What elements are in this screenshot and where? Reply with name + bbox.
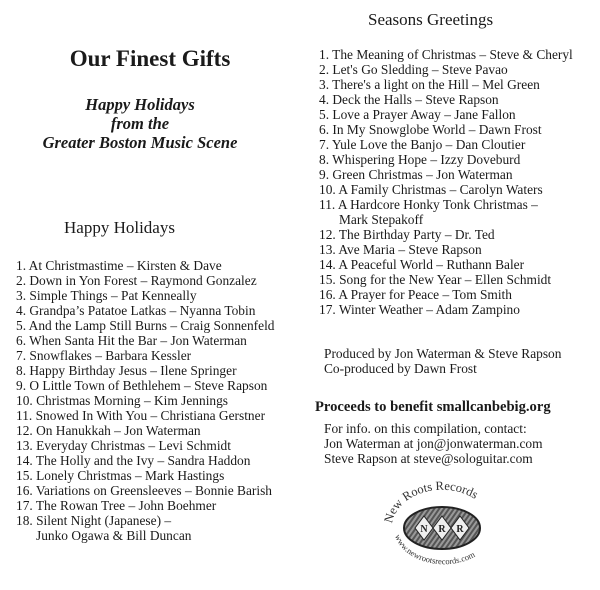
- track-title: 5. And the Lamp Still Burns – Craig Sonnenfeld: [16, 318, 275, 333]
- track-title: 6. When Santa Hit the Bar – Jon Waterman: [16, 333, 247, 348]
- track-title: 5. Love a Prayer Away – Jane Fallon: [319, 107, 516, 122]
- track-item: [319, 167, 573, 182]
- track-title: 1. The Meaning of Christmas – Steve & Cheryl: [319, 47, 573, 62]
- track-item: [319, 257, 573, 272]
- track-item: [16, 483, 275, 498]
- track-item: [319, 62, 573, 77]
- track-item: [16, 318, 275, 333]
- contact-jon: Jon Waterman at jon@jonwaterman.com: [324, 436, 543, 451]
- disc-heading-seasons-greetings: Seasons Greetings: [368, 10, 494, 29]
- subtitle-line: from the: [110, 114, 170, 133]
- track-item: [319, 227, 573, 242]
- track-title: 7. Snowflakes – Barbara Kessler: [16, 348, 192, 363]
- coproduced-by: Co-produced by Dawn Frost: [324, 361, 477, 376]
- track-item: [16, 363, 275, 378]
- track-title: 15. Lonely Christmas – Mark Hastings: [16, 468, 225, 483]
- disc-heading-happy-holidays: Happy Holidays: [64, 218, 175, 237]
- track-item: [319, 77, 573, 92]
- track-item: [319, 302, 573, 317]
- track-item: [16, 333, 275, 348]
- track-artist-continuation: Mark Stepakoff: [339, 212, 424, 227]
- track-title: 10. A Family Christmas – Carolyn Waters: [319, 182, 543, 197]
- track-title: 11. Snowed In With You – Christiana Gerstner: [16, 408, 266, 423]
- track-title: 1. At Christmastime – Kirsten & Dave: [16, 258, 222, 273]
- track-title: 2. Let's Go Sledding – Steve Pavao: [319, 62, 508, 77]
- track-item: [16, 303, 275, 318]
- track-item: [319, 107, 573, 122]
- track-title: 6. In My Snowglobe World – Dawn Frost: [319, 122, 542, 137]
- track-item: [16, 408, 275, 423]
- track-item: [319, 287, 573, 302]
- track-item: [319, 152, 573, 167]
- logo-url: www.newrootsrecords.com: [392, 532, 477, 567]
- subtitle-line: Happy Holidays: [85, 95, 195, 114]
- track-item: [319, 242, 573, 257]
- track-item: [16, 438, 275, 453]
- track-title: 17. The Rowan Tree – John Boehmer: [16, 498, 217, 513]
- track-item: [319, 92, 573, 107]
- track-title: 8. Whispering Hope – Izzy Doveburd: [319, 152, 521, 167]
- produced-by: Produced by Jon Waterman & Steve Rapson: [324, 346, 562, 361]
- track-item: [319, 137, 573, 152]
- track-item: [319, 197, 573, 227]
- track-item: [16, 378, 275, 393]
- track-item: [319, 182, 573, 197]
- track-title: 12. On Hanukkah – Jon Waterman: [16, 423, 201, 438]
- track-title: 11. A Hardcore Honky Tonk Christmas –: [319, 197, 538, 212]
- producer-credits: [324, 346, 561, 376]
- subtitle-line: Greater Boston Music Scene: [42, 133, 238, 152]
- track-title: 14. The Holly and the Ivy – Sandra Haddon: [16, 453, 251, 468]
- track-title: 12. The Birthday Party – Dr. Ted: [319, 227, 495, 242]
- proceeds-note: Proceeds to benefit smallcanbebig.org: [315, 399, 551, 415]
- track-title: 9. O Little Town of Bethlehem – Steve Rapson: [16, 378, 268, 393]
- track-list-happy-holidays: [16, 258, 275, 543]
- contact-steve: Steve Rapson at steve@sologuitar.com: [324, 451, 533, 466]
- track-title: 3. Simple Things – Pat Kenneally: [16, 288, 197, 303]
- track-title: 7. Yule Love the Banjo – Dan Cloutier: [319, 137, 526, 152]
- track-title: 16. Variations on Greensleeves – Bonnie Barish: [16, 483, 272, 498]
- track-item: [16, 393, 275, 408]
- contact-info: [324, 421, 543, 466]
- logo-letter: R: [438, 524, 446, 535]
- track-title: 4. Grandpa’s Patatoe Latkas – Nyanna Tobin: [16, 303, 256, 318]
- track-artist-continuation: Junko Ogawa & Bill Duncan: [36, 528, 192, 543]
- logo-name: New Roots Records: [381, 480, 481, 525]
- track-item: [319, 122, 573, 137]
- track-title: 14. A Peaceful World – Ruthann Baler: [319, 257, 525, 272]
- logo-letter: R: [456, 524, 464, 535]
- track-title: 4. Deck the Halls – Steve Rapson: [319, 92, 499, 107]
- track-title: 17. Winter Weather – Adam Zampino: [319, 302, 520, 317]
- track-title: 3. There's a light on the Hill – Mel Green: [319, 77, 540, 92]
- track-item: [16, 468, 275, 483]
- track-list-seasons-greetings: [319, 47, 573, 317]
- track-item: [319, 47, 573, 62]
- track-item: [16, 453, 275, 468]
- track-item: [16, 288, 275, 303]
- track-title: 2. Down in Yon Forest – Raymond Gonzalez: [16, 273, 257, 288]
- track-title: 8. Happy Birthday Jesus – Ilene Springer: [16, 363, 237, 378]
- track-item: [16, 273, 275, 288]
- track-title: 16. A Prayer for Peace – Tom Smith: [319, 287, 512, 302]
- track-item: [16, 348, 275, 363]
- track-title: 9. Green Christmas – Jon Waterman: [319, 167, 513, 182]
- track-title: 13. Everyday Christmas – Levi Schmidt: [16, 438, 231, 453]
- album-title: Our Finest Gifts: [69, 46, 231, 71]
- track-item: [16, 513, 275, 543]
- info-line: For info. on this compilation, contact:: [324, 421, 527, 436]
- track-item: [16, 258, 275, 273]
- track-item: [319, 272, 573, 287]
- track-item: [16, 498, 275, 513]
- track-title: 15. Song for the New Year – Ellen Schmidt: [319, 272, 552, 287]
- track-item: [16, 423, 275, 438]
- album-subtitle: [0, 95, 280, 152]
- track-title: 18. Silent Night (Japanese) –: [16, 513, 172, 528]
- new-roots-records-logo: [380, 480, 505, 580]
- logo-letter: N: [420, 524, 428, 535]
- track-title: 13. Ave Maria – Steve Rapson: [319, 242, 482, 257]
- track-title: 10. Christmas Morning – Kim Jennings: [16, 393, 229, 408]
